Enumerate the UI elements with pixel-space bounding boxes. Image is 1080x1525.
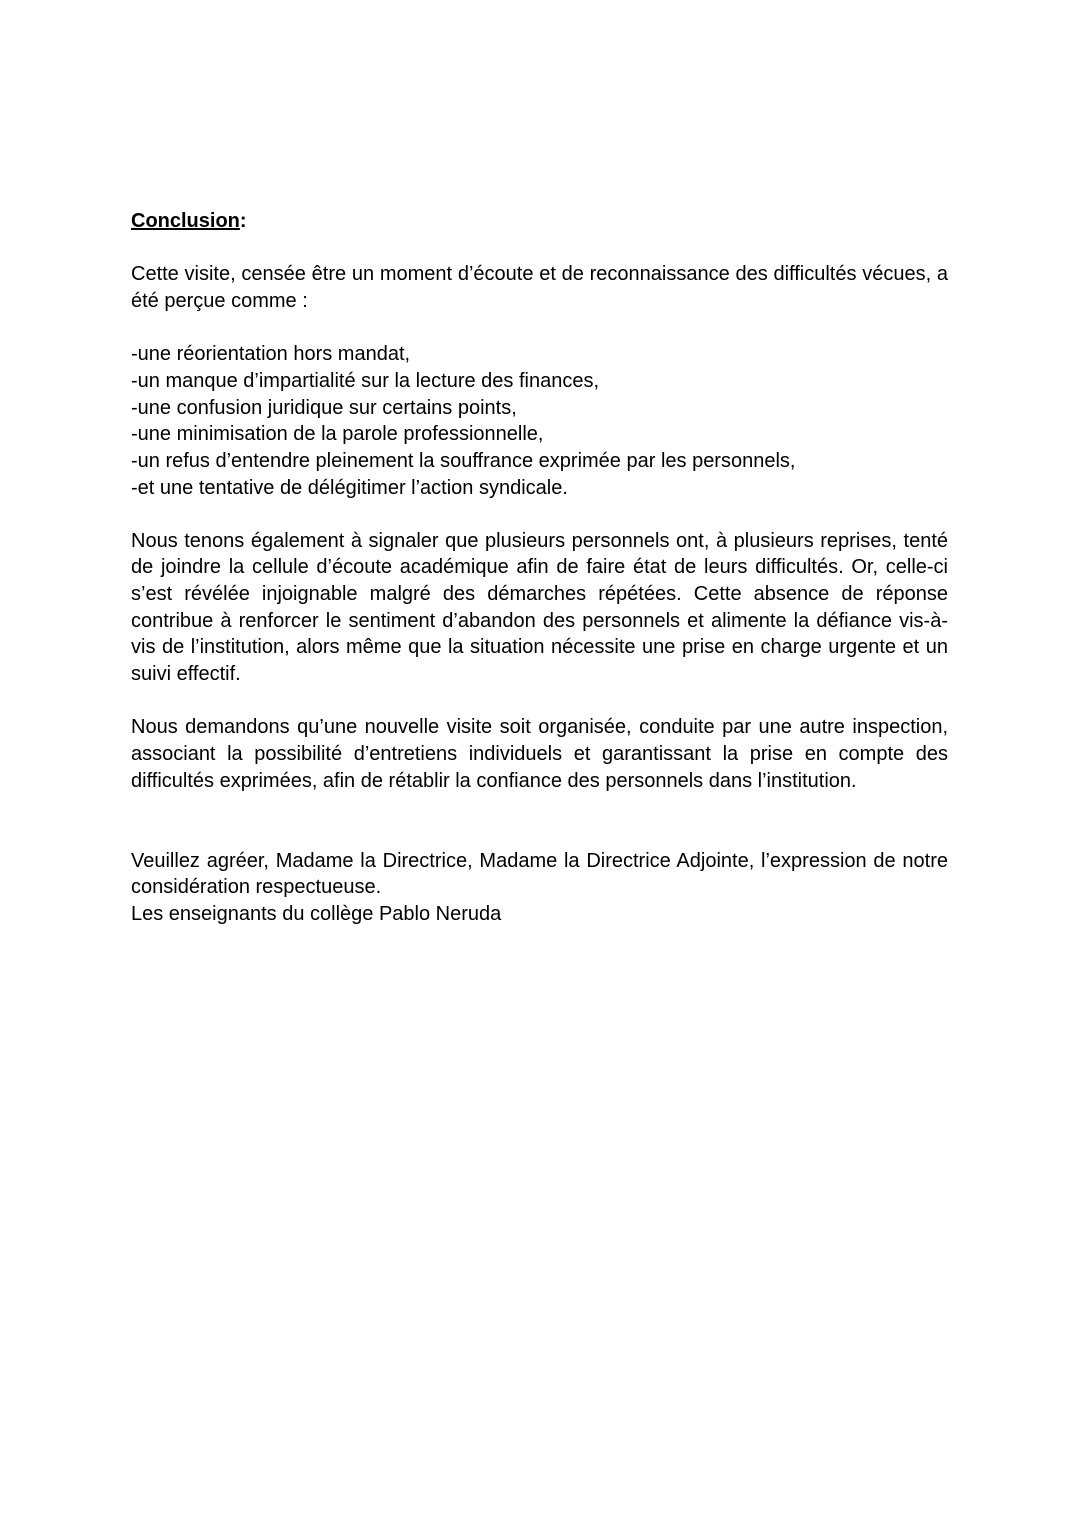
conclusion-heading [131, 208, 948, 235]
salutation-paragraph: Veuillez agréer, Madame la Directrice, Madame la Directrice Adjointe, l’expression de notre considération respectueuse. [131, 849, 948, 899]
grievance-item: -un refus d’entendre pleinement la souffrance exprimée par les personnels, [131, 449, 796, 472]
intro-paragraph: Cette visite, censée être un moment d’écoute et de reconnaissance des difficultés vécues, a été perçue comme : [131, 263, 948, 312]
grievance-item: -une confusion juridique sur certains points, [131, 396, 517, 419]
grievance-item: -un manque d’impartialité sur la lecture des finances, [131, 369, 600, 392]
grievance-item: -une réorientation hors mandat, [131, 343, 411, 366]
grievance-item: -une minimisation de la parole professionnelle, [131, 423, 544, 446]
demande-paragraph: Nous demandons qu’une nouvelle visite soit organisée, conduite par une autre inspection, associant la possibilité d’entretiens individuels et garantissant la prise en compte des difficultés exprimées, afin de rétablir la confiance des personnels dans l’institution. [131, 716, 948, 792]
grievances-list [131, 341, 948, 501]
cellule-ecoute-paragraph: Nous tenons également à signaler que plusieurs personnels ont, à plusieurs reprises, tenté de joindre la cellule d’écoute académique afin de faire état de leurs difficultés. Or, celle-ci s’est révélée injoignable malgré des démarches répétées. Cette absence de réponse contribue à renforcer le sentiment d’abandon des personnels et alimente la défiance vis-à-vis de l’institution, alors même que la situation nécessite une prise en charge urgente et un suivi effectif. [131, 529, 948, 686]
conclusion-heading-colon: : [239, 210, 247, 232]
signature-line: Les enseignants du collège Pablo Neruda [131, 902, 502, 925]
grievance-item: -et une tentative de délégitimer l’action syndicale. [131, 476, 568, 499]
conclusion-heading-text: Conclusion [131, 210, 240, 232]
